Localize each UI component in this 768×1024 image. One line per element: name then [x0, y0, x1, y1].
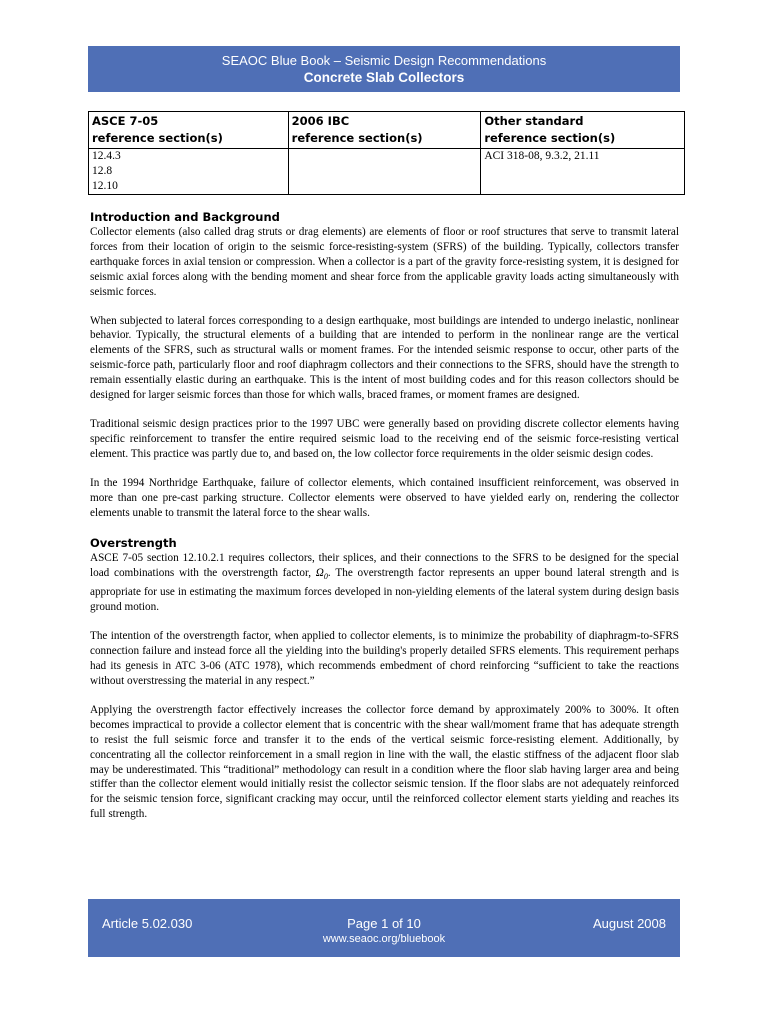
paragraph: When subjected to lateral forces corresponding to a design earthquake, most buildings are intended to undergo inelastic, nonlinear behavior. Typically, the structural elements of a building that are intended to perform in the nonlinear range are the vertical elements of the SFRS, such as structural walls or moment frames. For the intended seismic response to occur, other parts of the seismic-force path, particularly floor and roof diaphragm collectors and their connections to the SFRS, should have the strength to remain essentially elastic during an earthquake. This is the intent of most building codes and for this reason collectors should be designed for larger seismic forces than those for which walls, braced frames, or moment frames are designed. — [90, 314, 679, 402]
document-body — [90, 210, 679, 836]
header-ibc: 2006 IBC reference section(s) — [288, 112, 481, 149]
footer-banner — [88, 899, 680, 957]
reference-table-row — [89, 149, 685, 195]
header-asce: ASCE 7-05 reference section(s) — [89, 112, 289, 149]
cell-asce-sections: 12.4.3 12.8 12.10 — [89, 149, 289, 195]
footer-url: www.seaoc.org/bluebook — [322, 933, 446, 945]
paragraph: Traditional seismic design practices prior to the 1997 UBC were generally based on providing discrete collector elements having specific reinforcement to transfer the entire required seismic load to the receiving end of the seismic force-resisting vertical element. This practice was partly due to, and based on, the low collector force requirements in the older seismic design codes. — [90, 417, 679, 460]
cell-ibc-sections — [288, 149, 481, 195]
paragraph: Collector elements (also called drag struts or drag elements) are elements of floor or roof structures that serve to transmit lateral forces from their location of origin to the seismic force-resisting-system (SFRS) of the building. Typically, collectors transfer earthquake forces in axial tension or compression. When a collector is a part of the gravity force-resisting system, it is designed for seismic axial forces along with the bending moment and shear force from the applicable gravity loads acting simultaneously with seismic forces. — [90, 226, 679, 298]
section-heading-introduction: Introduction and Background — [90, 210, 280, 224]
paragraph: Applying the overstrength factor effectively increases the collector force demand by approximately 200% to 300%. It often becomes impractical to provide a collector element that is concentric with the shear wall/moment frame that has adequate strength to resist the full seismic force and transfer it to the ends of the vertical seismic force-resisting element. Additionally, by concentrating all the collector reinforcement in a small region in line with the wall, the elastic stiffness of the adjacent floor slab may be underestimated. This “traditional” methodology can result in a condition where the floor slab having larger area and being stiffer than the collector element would initially resist the collector seismic tension. If the floor slabs are not adequately reinforced for the seismic tension force, significant cracking may occur, until the reinforced collector element starts yielding and reaches its full strength. — [90, 703, 679, 821]
paragraph: The intention of the overstrength factor, when applied to collector elements, is to minimize the probability of diaphragm-to-SFRS connection failure and instead force all the yielding into the building's properly detailed SFRS elements. This requirement perhaps had its genesis in ATC 3-06 (ATC 1978), which recommends embedment of chord reinforcing “sufficient to take the reactions without overstressing the material in any respect.” — [90, 630, 679, 687]
paragraph: ASCE 7-05 section 12.10.2.1 requires collectors, their splices, and their connections to the SFRS to be designed for the special load combinations with the overstrength factor, $\Omega_0$. The overstrength factor represents an upper bound lateral strength and is appropriate for use in estimating the maximum forces developed in non-yielding elements of the lateral system during design basis ground motion. — [90, 552, 679, 614]
section-heading-overstrength: Overstrength — [90, 536, 177, 551]
footer-article: Article 5.02.030 — [102, 916, 193, 931]
header-series-title: SEAOC Blue Book – Seismic Design Recommendations — [221, 53, 547, 68]
header-document-title: Concrete Slab Collectors — [303, 70, 465, 85]
paragraph: In the 1994 Northridge Earthquake, failure of collector elements, which contained insufficient reinforcement, was observed in more than one pre-cast parking structure. Collector elements were observed to have yielded early on, rendering the collector elements unable to transmit the lateral force to the shear walls. — [90, 476, 679, 519]
header-banner — [88, 46, 680, 92]
reference-table-header-row — [89, 112, 685, 149]
footer-page-number: Page 1 of 10 — [347, 916, 421, 931]
cell-other-sections: ACI 318-08, 9.3.2, 21.11 — [481, 149, 685, 195]
omega-subscript: 0 — [323, 572, 328, 582]
header-other-standard: Other standard reference section(s) — [481, 112, 685, 149]
reference-table — [88, 111, 685, 195]
footer-date: August 2008 — [592, 916, 666, 931]
omega-symbol: Ω — [315, 567, 324, 580]
